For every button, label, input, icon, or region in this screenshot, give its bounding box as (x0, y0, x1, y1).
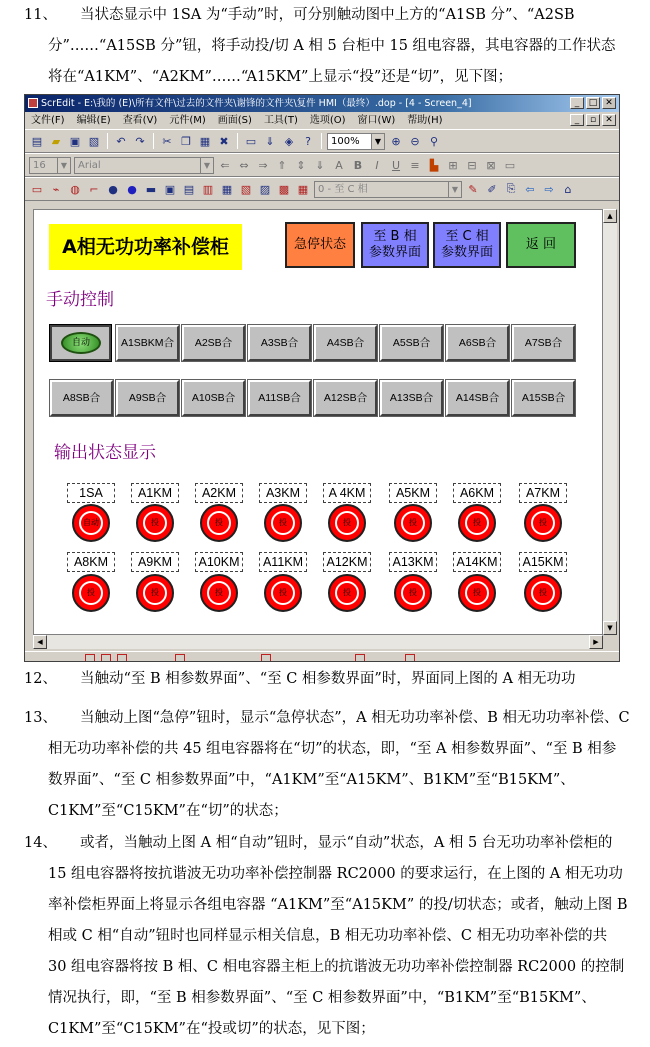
switch-element-icon[interactable]: ⌁ (52, 182, 60, 196)
page-title: A相无功功率补偿柜 (49, 224, 242, 270)
lamp-text: 投 (207, 511, 231, 535)
zoom-out-icon[interactable]: ⊖ (410, 134, 420, 148)
status-label-a13km: A13KM (389, 552, 437, 572)
chevron-down-icon: ▼ (448, 182, 461, 197)
lamp-text: 投 (401, 581, 425, 605)
zoom-in-icon[interactable]: ⊕ (391, 134, 401, 148)
save-icon[interactable]: ▣ (69, 134, 81, 148)
menu-bar (25, 112, 619, 129)
paragraph-text: 当触动上图“急停”钮时，显示“急停状态”，A 相无功功率补偿、B 相无功功率补偿、C 相无功功率补偿的共 45 组电容器将在“切”的状态，即，“至 A 相参数界面”、“至 B 相参数界面”、“至 C 相参数界面”中，“A1KM”至“A15KM”、B1KM”至“B15KM”、C1KM”至“C15KM”在“切”的状态； (48, 710, 630, 819)
sb-button-a4[interactable]: A4SB合 (314, 325, 377, 361)
underline-icon[interactable]: U (391, 158, 401, 172)
menu-item-file[interactable]: 文件(F) (31, 115, 65, 126)
tool-icon-6[interactable]: ⌂ (564, 182, 572, 196)
sb-button-a12[interactable]: A12SB合 (314, 380, 377, 416)
vertical-scrollbar[interactable] (603, 209, 617, 635)
status-lamp-a15km (524, 574, 562, 612)
status-label-1sa: 1SA (67, 483, 115, 503)
scroll-up-icon[interactable]: ▲ (603, 209, 617, 223)
status-label-a14km: A14KM (453, 552, 501, 572)
bottom-tool-icon[interactable] (101, 654, 111, 662)
tool-icon-3[interactable]: ⎘ (506, 182, 516, 195)
status-lamp-a11km (264, 574, 302, 612)
chevron-down-icon: ▼ (57, 158, 70, 173)
estop-button[interactable]: 急停状态 (285, 222, 355, 268)
chart-element-icon[interactable]: ▥ (202, 182, 214, 196)
paste-icon[interactable]: ▦ (199, 134, 211, 148)
paragraph-number: 12、 (24, 671, 57, 687)
status-label-a1km: A1KM (131, 483, 179, 503)
bottom-tool-icon[interactable] (85, 654, 95, 662)
lamp-text: 投 (531, 581, 555, 605)
status-label-a5km: A5KM (389, 483, 437, 503)
paragraph-11 (24, 0, 630, 93)
status-lamp-a7km (524, 504, 562, 542)
sb-button-a11[interactable]: A11SB合 (248, 380, 311, 416)
button-element-icon[interactable]: ▭ (31, 182, 43, 196)
status-lamp-a5km (394, 504, 432, 542)
status-lamp-1sa (72, 504, 110, 542)
arrows-vertical-icon[interactable]: ⇕ (296, 158, 306, 172)
bottom-toolbar (25, 651, 620, 662)
lamp-text: 投 (465, 511, 489, 535)
lamp-element-icon[interactable]: ◍ (70, 182, 80, 196)
font-name-select[interactable] (74, 157, 214, 174)
object-select[interactable] (314, 181, 462, 198)
font-size-value: 16 (33, 159, 46, 171)
scroll-right-icon[interactable]: ▶ (589, 635, 603, 649)
zoom-select[interactable] (327, 133, 385, 150)
menu-item-screen[interactable]: 画面(S) (217, 115, 252, 126)
circle-element-icon[interactable]: ● (108, 182, 118, 196)
status-label-a10km: A10KM (195, 552, 243, 572)
palette-icon[interactable]: ▙ (429, 158, 439, 172)
help-icon[interactable]: ? (305, 134, 311, 148)
lamp-text: 投 (335, 581, 359, 605)
status-lamp-a9km (136, 574, 174, 612)
standard-toolbar (25, 129, 619, 153)
bottom-tool-icon[interactable] (117, 654, 127, 662)
status-label-a2km: A2KM (195, 483, 243, 503)
sb-button-a7[interactable]: A7SB合 (512, 325, 575, 361)
tool-icon-4[interactable]: ⇦ (525, 182, 535, 196)
paragraph-text: 或者，当触动上图 A 相“自动”钮时，显示“自动”状态，A 相 5 台无功功率补偿柜的 15 组电容器将按抗谐波无功功率补偿控制器 RC2000 的要求运行，在上图的 A 相无功功率补偿柜界面上将显示各组电容器 “A1KM”至“A15KM” 的投/切状态；或者，触动上图 B 相或 C 相“自动”钮时也同样显示相关信息，B 相无功功率补偿、C 相无功功率补偿的共 30 组电容器将按 B 相、C 相电容器主柜上的抗谐波无功功率补偿控制器 RC2000 的控制情况执行，即，“至 B 相参数界面”、“至 C 相参数界面”中，“B1KM”至“B15KM”、C1KM”至“C15KM”在“投或切”的状态，见下图； (48, 835, 628, 1037)
menu-item-tools[interactable]: 工具(T) (263, 115, 298, 126)
status-label-a12km: A12KM (323, 552, 371, 572)
paragraph-number: 14、 (24, 835, 57, 851)
paragraph-14 (24, 828, 630, 1045)
undo-icon[interactable]: ↶ (116, 134, 126, 148)
layout-icon-2[interactable]: ⊟ (467, 158, 477, 172)
status-label-a4km: A 4KM (323, 483, 371, 503)
font-name-value: Arial (78, 159, 101, 171)
sb-button-a13[interactable]: A13SB合 (380, 380, 443, 416)
bottom-tool-icon[interactable] (405, 654, 415, 662)
chevron-down-icon: ▼ (371, 134, 384, 149)
object-select-value: 0 - 至 C 相 (318, 183, 368, 195)
sb-button-a6[interactable]: A6SB合 (446, 325, 509, 361)
lamp-text: 投 (79, 581, 103, 605)
compile-icon[interactable]: ▭ (245, 134, 257, 148)
paragraph-number: 13、 (24, 710, 57, 726)
paragraph-text: 当触动“至 B 相参数界面”、“至 C 相参数界面”时，界面同上图的 A 相无功功 (80, 671, 576, 687)
picture-element-icon[interactable]: ▨ (259, 182, 271, 196)
preview-icon[interactable]: ◈ (284, 134, 294, 148)
graph-element-icon[interactable]: ▧ (240, 182, 252, 196)
sb-button-a5[interactable]: A5SB合 (380, 325, 443, 361)
minimize-button[interactable]: _ (570, 97, 584, 109)
rect-element-icon[interactable]: ▬ (145, 182, 157, 196)
zoom-icon[interactable]: ⚲ (429, 134, 439, 148)
status-lamp-a14km (458, 574, 496, 612)
frame-element-icon[interactable]: ▣ (164, 182, 176, 196)
status-lamp-a6km (458, 504, 496, 542)
delete-icon[interactable]: ✖ (219, 134, 229, 148)
auto-mode-button[interactable] (50, 325, 111, 361)
status-label-a3km: A3KM (259, 483, 307, 503)
mdi-minimize-button[interactable]: _ (570, 114, 584, 126)
element-toolbar (25, 177, 619, 201)
sb-button-a2[interactable]: A2SB合 (182, 325, 245, 361)
italic-icon[interactable]: I (375, 158, 379, 172)
tool-icon-2[interactable]: ✐ (487, 182, 497, 196)
lamp-text: 投 (465, 581, 489, 605)
sb-button-a3[interactable]: A3SB合 (248, 325, 311, 361)
status-lamp-a1km (136, 504, 174, 542)
print-icon[interactable]: ▧ (88, 134, 100, 148)
sb-button-a9[interactable]: A9SB合 (116, 380, 179, 416)
paragraph-12 (24, 664, 630, 695)
horizontal-scrollbar[interactable] (33, 635, 603, 649)
keypad-element-icon[interactable]: ▦ (297, 182, 309, 196)
status-label-a9km: A9KM (131, 552, 179, 572)
new-file-icon[interactable]: ▤ (31, 134, 43, 148)
redo-icon[interactable]: ↷ (135, 134, 145, 148)
lamp-text: 投 (531, 511, 555, 535)
paragraph-text: 当状态显示中 1SA 为“手动”时，可分别触动图中上方的“A1SB 分”、“A2SB 分”……“A15SB 分”钮，将手动投/切 A 相 5 台柜中 15 组电容器，其电容器的工作状态将在“A1KM”、“A2KM”……“A15KM”上显示“投”还是“切”，见下图； (48, 7, 616, 85)
lamp-text: 投 (143, 581, 167, 605)
bold-icon[interactable]: B (353, 158, 363, 172)
window-title: ScrEdit - E:\我的 (E)\所有文件\过去的文件夹\谢锋的文件夹\复件 HMI（最终）.dop - [4 - Screen_4] (41, 98, 472, 109)
sb-button-a15[interactable]: A15SB合 (512, 380, 575, 416)
sb-button-a14[interactable]: A14SB合 (446, 380, 509, 416)
lamp-text: 自动 (79, 511, 103, 535)
lamp-text: 投 (271, 581, 295, 605)
hmi-editor-window (24, 94, 620, 662)
layout-icon-3[interactable]: ⊠ (486, 158, 496, 172)
to-b-phase-button[interactable]: 至 B 相参数界面 (361, 222, 429, 268)
sb-button-a10[interactable]: A10SB合 (182, 380, 245, 416)
status-lamp-a10km (200, 574, 238, 612)
menu-item-window[interactable]: 窗口(W) (357, 115, 396, 126)
arrows-horizontal-icon[interactable]: ⇔ (239, 158, 249, 172)
status-label-a7km: A7KM (519, 483, 567, 503)
bottom-tool-icon[interactable] (175, 654, 185, 662)
tool-icon-5[interactable]: ⇨ (544, 182, 554, 196)
status-lamp-a13km (394, 574, 432, 612)
auto-indicator: 自动 (61, 332, 101, 354)
status-lamp-a12km (328, 574, 366, 612)
menu-item-edit[interactable]: 编辑(E) (76, 115, 111, 126)
font-size-select[interactable] (29, 157, 71, 174)
arrow-right-icon[interactable]: ⇒ (258, 158, 268, 172)
arrow-left-icon[interactable]: ⇐ (220, 158, 230, 172)
lamp-text: 投 (143, 511, 167, 535)
alarm-element-icon[interactable]: ▩ (278, 182, 290, 196)
download-icon[interactable]: ⇓ (265, 134, 275, 148)
status-lamp-a3km (264, 504, 302, 542)
app-icon (28, 98, 38, 108)
table-element-icon[interactable]: ▦ (221, 182, 233, 196)
status-lamp-a8km (72, 574, 110, 612)
menu-item-help[interactable]: 帮助(H) (407, 115, 443, 126)
menu-item-element[interactable]: 元件(M) (169, 115, 206, 126)
lamp-text: 投 (335, 511, 359, 535)
meter-element-icon[interactable]: ▤ (183, 182, 195, 196)
text-color-icon[interactable]: A (335, 158, 343, 172)
arrow-up-icon[interactable]: ⇑ (277, 158, 287, 172)
status-lamp-a4km (328, 504, 366, 542)
lamp-text: 投 (401, 511, 425, 535)
align-left-icon[interactable]: ≡ (410, 158, 420, 172)
open-folder-icon[interactable]: ▰ (51, 134, 61, 148)
bottom-tool-icon[interactable] (261, 654, 271, 662)
dot-element-icon[interactable]: ● (127, 182, 137, 196)
chevron-down-icon: ▼ (200, 158, 213, 173)
arrow-down-icon[interactable]: ⇓ (315, 158, 325, 172)
line-element-icon[interactable]: ⌐ (89, 182, 99, 196)
output-status-heading: 输出状态显示 (54, 443, 156, 463)
cut-icon[interactable]: ✂ (162, 134, 172, 148)
sb-button-a1[interactable]: A1SBKM合 (116, 325, 179, 361)
copy-icon[interactable]: ❐ (181, 134, 191, 148)
back-button[interactable]: 返 回 (506, 222, 576, 268)
tool-icon-1[interactable]: ✎ (468, 182, 478, 196)
screen-canvas (33, 209, 603, 635)
maximize-button[interactable]: □ (586, 97, 600, 109)
status-label-a11km: A11KM (259, 552, 307, 572)
mdi-restore-button[interactable]: ▫ (586, 114, 600, 126)
mdi-close-button[interactable]: ✕ (602, 114, 616, 126)
menu-item-view[interactable]: 查看(V) (122, 115, 158, 126)
scroll-left-icon[interactable]: ◀ (33, 635, 47, 649)
status-label-a8km: A8KM (67, 552, 115, 572)
bottom-tool-icon[interactable] (355, 654, 365, 662)
scroll-down-icon[interactable]: ▼ (603, 621, 617, 635)
menu-item-options[interactable]: 选项(O) (309, 115, 346, 126)
layout-icon-1[interactable]: ⊞ (448, 158, 458, 172)
window-titlebar (25, 95, 619, 112)
zoom-value: 100% (331, 135, 360, 147)
lamp-text: 投 (207, 581, 231, 605)
paragraph-number: 11、 (24, 7, 57, 23)
format-toolbar (25, 153, 619, 177)
status-lamp-a2km (200, 504, 238, 542)
sb-button-a8[interactable]: A8SB合 (50, 380, 113, 416)
lamp-text: 投 (271, 511, 295, 535)
layout-icon-4[interactable]: ▭ (504, 158, 516, 172)
status-label-a6km: A6KM (453, 483, 501, 503)
close-button[interactable]: ✕ (602, 97, 616, 109)
paragraph-13 (24, 703, 630, 827)
manual-control-heading: 手动控制 (46, 290, 114, 310)
to-c-phase-button[interactable]: 至 C 相参数界面 (433, 222, 501, 268)
status-label-a15km: A15KM (519, 552, 567, 572)
